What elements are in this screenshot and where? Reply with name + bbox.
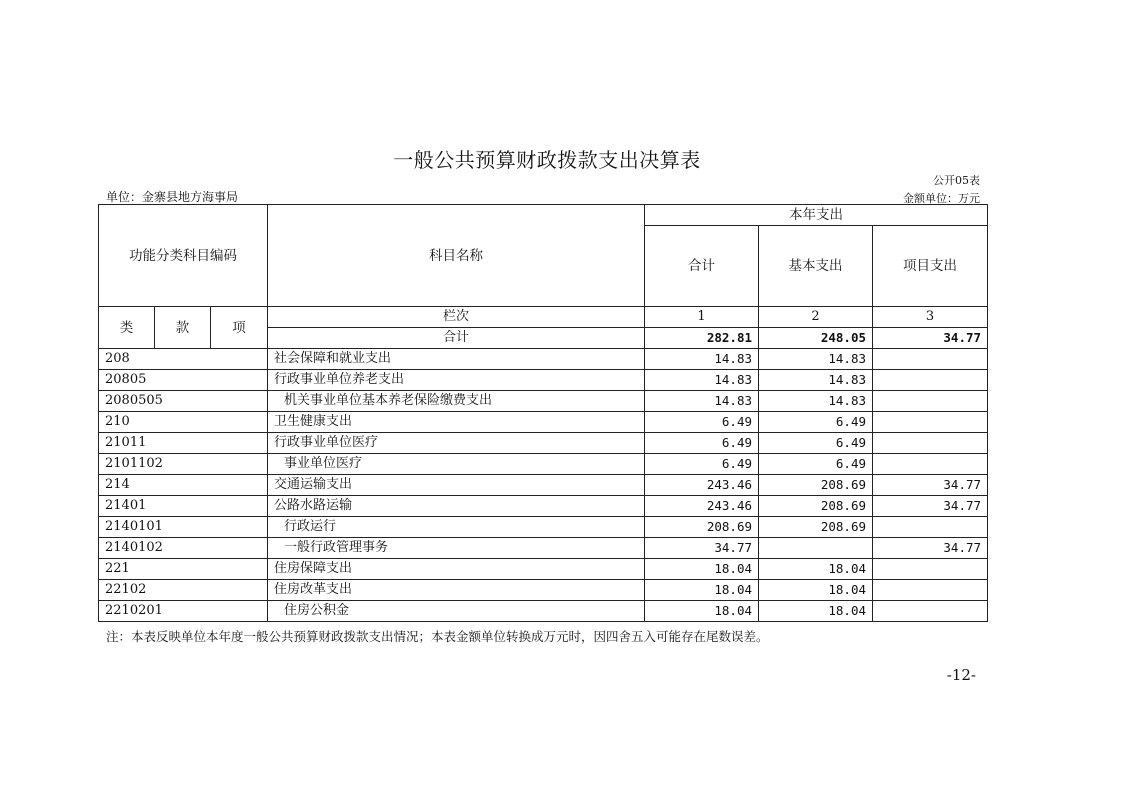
row-basic: 18.04 [759,601,873,622]
row-name: 社会保障和就业支出 [268,349,645,370]
row-code: 22102 [99,580,268,601]
row-project [873,349,988,370]
row-code: 2140102 [99,538,268,559]
row-basic: 208.69 [759,475,873,496]
row-project [873,391,988,412]
column-number-3: 3 [873,307,988,328]
total-label: 合计 [268,328,645,349]
expenditure-table [98,204,988,622]
table-row [99,433,988,454]
row-total: 243.46 [645,496,759,517]
table-row [99,454,988,475]
row-name: 事业单位医疗 [268,454,645,475]
row-code: 20805 [99,370,268,391]
header-kuan: 款 [155,307,211,349]
page-title: 一般公共预算财政拨款支出决算表 [393,148,701,172]
table-row [99,559,988,580]
header-year-expense: 本年支出 [645,205,988,226]
row-project [873,601,988,622]
row-code: 208 [99,349,268,370]
row-total: 14.83 [645,391,759,412]
row-total: 6.49 [645,454,759,475]
row-basic: 14.83 [759,349,873,370]
row-project: 34.77 [873,496,988,517]
row-total: 14.83 [645,370,759,391]
row-basic: 208.69 [759,496,873,517]
column-number-1: 1 [645,307,759,328]
table-row [99,601,988,622]
row-code: 2101102 [99,454,268,475]
table-row [99,475,988,496]
row-project [873,517,988,538]
row-basic: 6.49 [759,454,873,475]
row-code: 221 [99,559,268,580]
row-project [873,370,988,391]
footnote: 注：本表反映单位本年度一般公共预算财政拨款支出情况；本表金额单位转换成万元时，因四舍五入可能存在尾数误差。 [106,629,769,644]
table-row [99,370,988,391]
row-project: 34.77 [873,538,988,559]
row-code: 21401 [99,496,268,517]
row-basic: 6.49 [759,433,873,454]
column-number-2: 2 [759,307,873,328]
row-project [873,580,988,601]
reporting-unit: 单位：金寨县地方海事局 [106,190,239,204]
page-number: -12- [946,666,976,684]
row-total: 208.69 [645,517,759,538]
table-row [99,496,988,517]
header-name: 科目名称 [268,205,645,307]
row-name: 住房公积金 [268,601,645,622]
row-name: 交通运输支出 [268,475,645,496]
row-basic: 18.04 [759,580,873,601]
row-basic: 14.83 [759,370,873,391]
row-total: 6.49 [645,412,759,433]
total-basic: 248.05 [759,328,873,349]
table-row [99,538,988,559]
table-row [99,391,988,412]
row-total: 243.46 [645,475,759,496]
header-xiang: 项 [211,307,268,349]
row-name: 机关事业单位基本养老保险缴费支出 [268,391,645,412]
row-code: 21011 [99,433,268,454]
row-basic: 14.83 [759,391,873,412]
header-lei: 类 [99,307,155,349]
total-project: 34.77 [873,328,988,349]
header-code: 功能分类科目编码 [99,205,268,307]
row-project [873,559,988,580]
row-total: 14.83 [645,349,759,370]
row-project: 34.77 [873,475,988,496]
row-name: 公路水路运输 [268,496,645,517]
row-code: 214 [99,475,268,496]
row-name: 行政事业单位医疗 [268,433,645,454]
row-basic [759,538,873,559]
row-name: 卫生健康支出 [268,412,645,433]
row-project [873,412,988,433]
amount-unit: 金额单位：万元 [903,192,980,205]
form-number: 公开05表 [933,174,980,187]
row-basic: 6.49 [759,412,873,433]
row-total: 34.77 [645,538,759,559]
row-name: 住房保障支出 [268,559,645,580]
header-project: 项目支出 [873,226,988,307]
table-row [99,580,988,601]
header-basic: 基本支出 [759,226,873,307]
row-name: 住房改革支出 [268,580,645,601]
row-total: 18.04 [645,559,759,580]
row-code: 2140101 [99,517,268,538]
row-code: 2080505 [99,391,268,412]
row-name: 一般行政管理事务 [268,538,645,559]
header-lanci: 栏次 [268,307,645,328]
table-row [99,517,988,538]
row-basic: 18.04 [759,559,873,580]
table-row [99,349,988,370]
row-basic: 208.69 [759,517,873,538]
total-total: 282.81 [645,328,759,349]
row-code: 2210201 [99,601,268,622]
row-project [873,454,988,475]
row-name: 行政运行 [268,517,645,538]
row-code: 210 [99,412,268,433]
row-total: 6.49 [645,433,759,454]
header-total: 合计 [645,226,759,307]
row-project [873,433,988,454]
row-total: 18.04 [645,580,759,601]
row-name: 行政事业单位养老支出 [268,370,645,391]
table-row [99,412,988,433]
row-total: 18.04 [645,601,759,622]
